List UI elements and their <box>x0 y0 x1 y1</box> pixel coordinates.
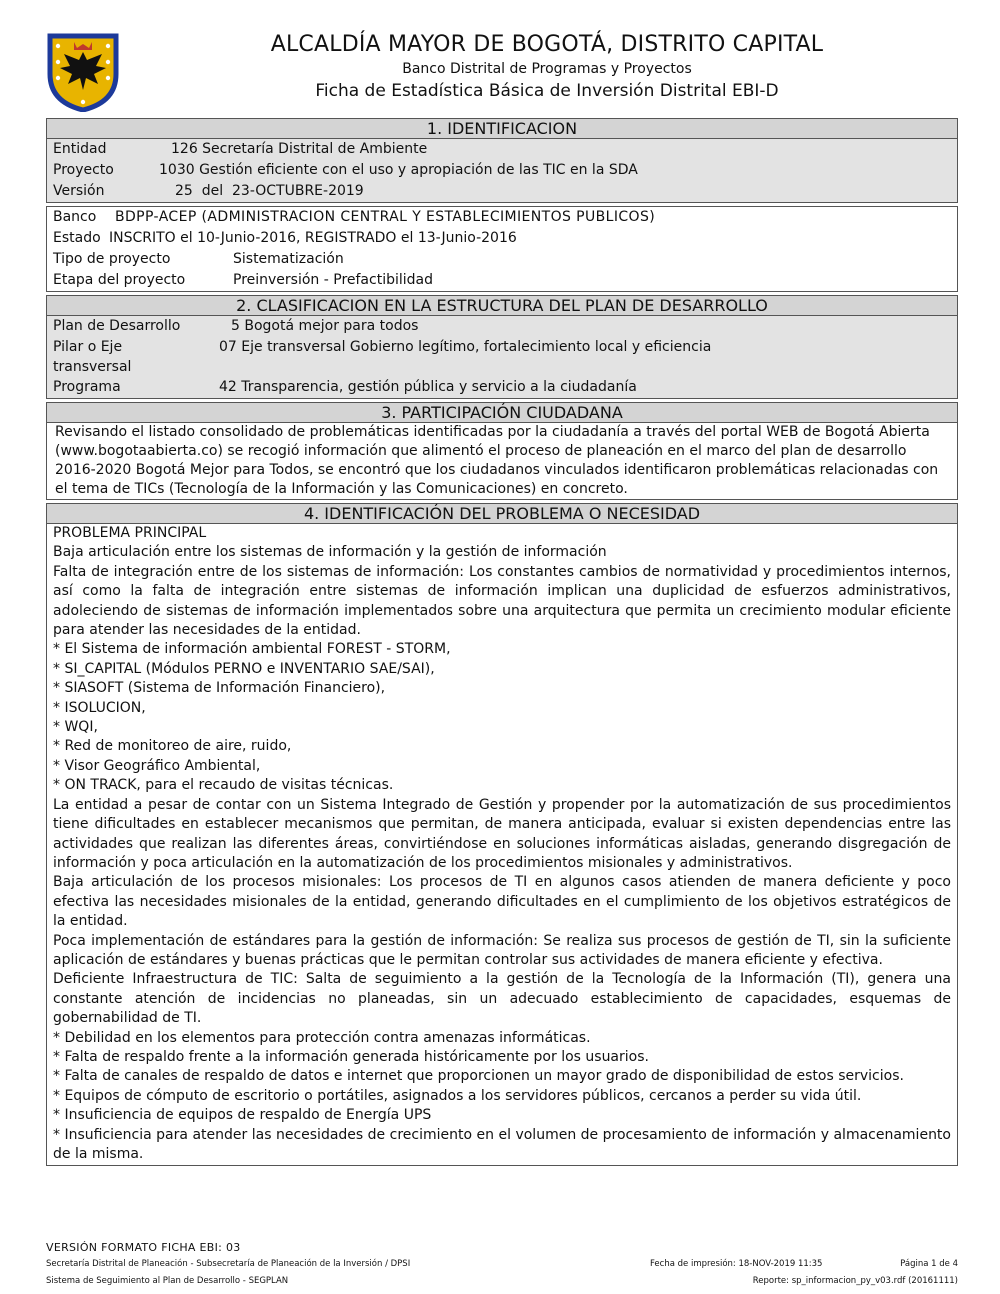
entidad-row <box>47 139 957 160</box>
section-identificacion <box>46 118 958 203</box>
estado-value: INSCRITO el 10-Junio-2016, REGISTRADO el 13-Junio-2016 <box>109 230 517 246</box>
section-problema <box>46 503 958 1166</box>
proyecto-value: 1030 Gestión eficiente con el uso y apropiación de las TIC en la SDA <box>159 162 638 178</box>
problema-list-item: * WQI, <box>53 719 98 736</box>
problema-paragraph: Baja articulación entre los sistemas de información y la gestión de información <box>53 544 607 561</box>
problema-list-item: * Falta de respaldo frente a la información generada históricamente por los usuarios. <box>53 1048 649 1065</box>
problema-list-item: * Equipos de cómputo de escritorio o portátiles, asignados a los servidores públicos, cercanos a perder su vida útil. <box>53 1087 862 1104</box>
footer-institution: Secretaría Distrital de Planeación - Subsecretaría de Planeación de la Inversión / DPSI <box>46 1259 411 1269</box>
problema-list-item: * ISOLUCION, <box>53 699 146 716</box>
problema-list-item: * SI_CAPITAL (Módulos PERNO e INVENTARIO SAE/SAI), <box>53 660 435 677</box>
participacion-text: Revisando el listado consolidado de problemáticas identificadas por la ciudadanía a través del portal WEB de Bogotá Abierta (www.bogotaabierta.co) se recogió información que alimentó el proceso de planeación en el marco del plan de desarrollo 2016-2020 Bogotá Mejor para Todos, se encontró que los ciudadanos vinculados identificaron problemáticas relacionadas con el tema de TICs (Tecnología de la Información y las Comunicaciones) en concreto. <box>55 424 939 497</box>
pilar-label <box>53 337 219 377</box>
problema-body <box>47 524 957 1165</box>
banco-row <box>47 207 957 228</box>
problema-paragraph: Baja articulación de los procesos misionales: Los procesos de TI en algunos casos atienden de manera deficiente y poco efectiva las necesidades misionales de la entidad, generando dificultades en el cumplimiento de los objetivos estratégicos de la entidad. <box>53 874 951 930</box>
problema-list-item: * Insuficiencia de equipos de respaldo de Energía UPS <box>53 1107 432 1124</box>
programa-row <box>47 377 957 398</box>
page-title: ALCALDÍA MAYOR DE BOGOTÁ, DISTRITO CAPITAL <box>270 32 824 57</box>
estado-row <box>47 228 957 249</box>
footer-print-date: Fecha de impresión: 18-NOV-2019 11:35 <box>650 1259 823 1269</box>
problema-paragraph: PROBLEMA PRINCIPAL <box>53 525 207 541</box>
form-title: Ficha de Estadística Básica de Inversión Distrital EBI-D <box>315 81 779 101</box>
footer-page-number: Página 1 de 4 <box>900 1259 958 1269</box>
etapa-value: Preinversión - Prefactibilidad <box>233 272 433 288</box>
version-value: 25 del 23-OCTUBRE-2019 <box>175 183 364 199</box>
footer-report: Reporte: sp_informacion_py_v03.rdf (20161111) <box>752 1276 958 1286</box>
proyecto-label: Proyecto <box>53 162 114 178</box>
problema-list-item: * El Sistema de información ambiental FOREST - STORM, <box>53 641 451 658</box>
etapa-label: Etapa del proyecto <box>53 272 186 288</box>
problema-paragraph: Poca implementación de estándares para la gestión de información: Se realiza sus procesos de gestión de TI, sin la suficiente aplicación de estándares y buenas prácticas que le permitan controlar sus actividades de manera eficiente y efectiva. <box>53 932 951 968</box>
problema-paragraph: La entidad a pesar de contar con un Sistema Integrado de Gestión y propender por la automatización de sus procedimientos tiene dificultades en establecer mecanismos que permitan, de manera anticipada, evaluar si existen dependencias entre las actividades que realizan las diferentes áreas, convirtiéndose en soluciones informáticas aisladas, generando disgregación de información y poca articulación en la automatización de los procedimientos misionales y administrativos. <box>53 796 951 871</box>
footer-row <box>46 1256 958 1273</box>
entidad-value: 126 Secretaría Distrital de Ambiente <box>171 141 428 157</box>
tipo-row <box>47 249 957 270</box>
pilar-row <box>47 337 957 377</box>
programa-label: Programa <box>53 379 121 395</box>
pilar-value: 07 Eje transversal Gobierno legítimo, fortalecimiento local y eficiencia <box>219 339 712 355</box>
plan-value: 5 Bogotá mejor para todos <box>231 318 419 334</box>
proyecto-row <box>47 160 957 181</box>
page-subtitle: Banco Distrital de Programas y Proyectos <box>402 61 692 77</box>
pilar-label-line-1: Pilar o Eje <box>53 339 123 355</box>
ebi-page <box>46 30 958 1169</box>
problema-list-item: * Debilidad en los elementos para protección contra amenazas informáticas. <box>53 1029 591 1046</box>
plan-row <box>47 316 957 337</box>
section-heading: 2. CLASIFICACION EN LA ESTRUCTURA DEL PLAN DE DESARROLLO <box>47 296 957 316</box>
version-row <box>47 181 957 202</box>
bogota-coat-of-arms-icon <box>46 32 120 112</box>
footer-format-version: VERSIÓN FORMATO FICHA EBI: 03 <box>46 1241 241 1254</box>
header-titles <box>136 30 958 104</box>
problema-list-item: * Red de monitoreo de aire, ruido, <box>53 738 292 755</box>
section-clasificacion <box>46 295 958 399</box>
section-heading: 3. PARTICIPACIÓN CIUDADANA <box>47 403 957 423</box>
tipo-value: Sistematización <box>233 251 344 267</box>
plan-label: Plan de Desarrollo <box>53 318 181 334</box>
section-heading: 1. IDENTIFICACION <box>47 119 957 139</box>
footer-system: Sistema de Seguimiento al Plan de Desarrollo - SEGPLAN <box>46 1276 289 1286</box>
footer-row <box>46 1273 958 1290</box>
problema-list-item: * ON TRACK, para el recaudo de visitas técnicas. <box>53 777 394 794</box>
programa-value: 42 Transparencia, gestión pública y servicio a la ciudadanía <box>219 379 637 395</box>
etapa-row <box>47 270 957 291</box>
page-footer <box>46 1240 958 1290</box>
page-header <box>46 30 958 118</box>
problema-list-item: * SIASOFT (Sistema de Información Financiero), <box>53 680 386 697</box>
banco-value: BDPP-ACEP (ADMINISTRACION CENTRAL Y ESTABLECIMIENTOS PUBLICOS) <box>115 209 656 225</box>
version-label: Versión <box>53 183 105 199</box>
problema-paragraph: Falta de integración entre de los sistemas de información: Los constantes cambios de normatividad y procedimientos internos, así como la falta de integración entre sistemas de información implican una duplicidad de esfuerzos administrativos, adoleciendo de sistemas de información implementados sobre una arquitectura que permita un crecimiento modular eficiente para atender las necesidades de la entidad. <box>53 563 951 639</box>
pilar-label-line-2: transversal <box>53 359 132 375</box>
entidad-label: Entidad <box>53 141 107 157</box>
problema-list-item: * Insuficiencia para atender las necesidades de crecimiento en el volumen de procesamiento de información y almacenamiento de la misma. <box>53 1126 951 1162</box>
section-banco <box>46 206 958 292</box>
section-heading: 4. IDENTIFICACIÓN DEL PROBLEMA O NECESIDAD <box>47 504 957 524</box>
problema-paragraph: Deficiente Infraestructura de TIC: Salta de seguimiento a la gestión de la Tecnología de la Información (TI), genera una constante atención de incidencias no planeadas, sin un adecuado establecimiento de capacidades, esquemas de gobernabilidad de TI. <box>53 971 951 1027</box>
tipo-label: Tipo de proyecto <box>53 251 171 267</box>
estado-label: Estado <box>53 230 101 246</box>
banco-label: Banco <box>53 209 97 225</box>
section-participacion <box>46 402 958 500</box>
problema-list-item: * Visor Geográfico Ambiental, <box>53 757 261 774</box>
problema-list-item: * Falta de canales de respaldo de datos e internet que proporcionen un mayor grado de disponibilidad de estos servicios. <box>53 1068 904 1085</box>
